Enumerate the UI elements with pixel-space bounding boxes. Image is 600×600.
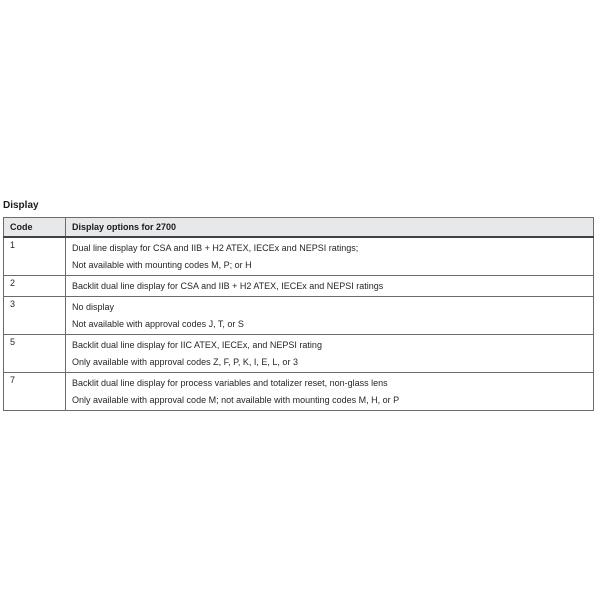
table-header-row: [4, 218, 594, 237]
table-row: [4, 334, 594, 372]
description-line: Only available with approval code M; not available with mounting codes M, H, or P: [72, 394, 400, 405]
description-line: Not available with approval codes J, T, or S: [72, 318, 244, 329]
description-cell: [66, 334, 594, 372]
code-cell: 5: [4, 334, 66, 372]
table-row: [4, 372, 594, 410]
description-line: Backlit dual line display for IIC ATEX, IECEx, and NEPSI rating: [72, 339, 322, 350]
description-line: Backlit dual line display for process variables and totalizer reset, non-glass lens: [72, 377, 388, 388]
table-row: [4, 296, 594, 334]
code-cell: 2: [4, 275, 66, 296]
column-header-options: Display options for 2700: [66, 218, 594, 237]
description-line: Dual line display for CSA and IIB + H2 ATEX, IECEx and NEPSI ratings;: [72, 242, 359, 253]
description-cell: [66, 372, 594, 410]
description-cell: [66, 237, 594, 276]
description-cell: [66, 296, 594, 334]
table-row: [4, 237, 594, 276]
display-options-table: [3, 217, 594, 411]
table-row: [4, 275, 594, 296]
description-cell: [66, 275, 594, 296]
description-line: Not available with mounting codes M, P; or H: [72, 259, 252, 270]
code-cell: 7: [4, 372, 66, 410]
column-header-code: Code: [4, 218, 66, 237]
description-line: Only available with approval codes Z, F, P, K, I, E, L, or 3: [72, 356, 298, 367]
display-section: [3, 200, 594, 411]
code-cell: 1: [4, 237, 66, 276]
section-title: Display: [3, 200, 39, 211]
description-line: Backlit dual line display for CSA and IIB + H2 ATEX, IECEx and NEPSI ratings: [72, 280, 384, 291]
code-cell: 3: [4, 296, 66, 334]
description-line: No display: [72, 301, 115, 312]
